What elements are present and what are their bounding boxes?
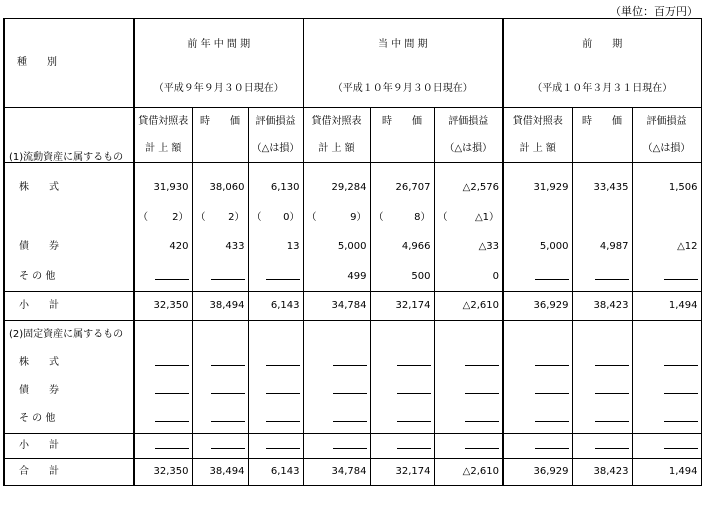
row-stock-cell: 26,707 xyxy=(370,172,434,204)
row-other-cell xyxy=(572,263,632,292)
row-bond xyxy=(4,231,701,263)
paren-cell xyxy=(248,204,303,231)
paren-cell xyxy=(434,204,503,231)
row-subtotal xyxy=(4,292,701,321)
row-stock-cell: 6,130 xyxy=(248,172,303,204)
row-fixed-other-cell xyxy=(632,405,701,434)
col-gain-loss-2: 評価損益 xyxy=(434,108,503,136)
section-fixed-cell xyxy=(134,321,192,350)
col-market-value-1: 時 価 xyxy=(192,108,248,136)
row-fixed-stock-cell xyxy=(503,349,572,377)
section-current-cell xyxy=(572,144,632,172)
dash-mark xyxy=(397,359,431,366)
col-gain-loss-1: 評価損益 xyxy=(248,108,303,136)
row-subtotal-cell: 38,494 xyxy=(192,292,248,321)
row-total xyxy=(4,459,701,486)
row-other-cell xyxy=(632,263,701,292)
section-fixed-cell xyxy=(503,321,572,350)
row-total-cell: 36,929 xyxy=(503,459,572,486)
row-fixed-other-cell xyxy=(572,405,632,434)
row-stock-cell: 31,930 xyxy=(134,172,192,204)
section-fixed-cell xyxy=(632,321,701,350)
row-fixed-other-cell xyxy=(503,405,572,434)
row-fixed-subtotal-cell xyxy=(134,434,192,459)
row-bond-cell: 4,987 xyxy=(572,231,632,263)
row-stock-cell: 1,506 xyxy=(632,172,701,204)
row-total-cell: 32,174 xyxy=(370,459,434,486)
dash-mark xyxy=(397,442,431,449)
section-current-label: (1)流動資産に属するもの xyxy=(4,144,134,172)
dash-mark xyxy=(266,359,300,366)
row-subtotal-cell: 36,929 xyxy=(503,292,572,321)
row-fixed-stock-cell xyxy=(303,349,370,377)
section-fixed xyxy=(4,321,701,350)
row-fixed-other-cell xyxy=(370,405,434,434)
row-fixed-subtotal-cell xyxy=(503,434,572,459)
row-fixed-subtotal-cell xyxy=(248,434,303,459)
col-book-value-3: 貸借対照表 xyxy=(512,115,563,127)
unit-label: （単位：百万円） xyxy=(610,5,698,18)
col-book-value-1: 貸借対照表 xyxy=(134,108,192,136)
row-other-cell: 500 xyxy=(370,263,434,292)
section-current xyxy=(4,144,701,172)
row-fixed-other-cell xyxy=(248,405,303,434)
row-bond-label: 債 券 xyxy=(4,231,134,263)
row-fixed-bond-cell xyxy=(632,377,701,405)
row-fixed-subtotal-cell xyxy=(303,434,370,459)
row-fixed-bond-cell xyxy=(303,377,370,405)
row-fixed-bond-cell xyxy=(134,377,192,405)
paren-open: （ xyxy=(437,211,448,223)
row-other-cell: 0 xyxy=(434,263,503,292)
row-total-cell: 34,784 xyxy=(303,459,370,486)
section-current-cell xyxy=(632,144,701,172)
section-current-cell xyxy=(192,144,248,172)
row-subtotal-cell: 32,350 xyxy=(134,292,192,321)
row-bond-cell: 13 xyxy=(248,231,303,263)
dash-mark xyxy=(211,273,245,280)
row-stock-cell: 33,435 xyxy=(572,172,632,204)
row-total-cell: 6,143 xyxy=(248,459,303,486)
dash-mark xyxy=(595,442,629,449)
col-market-value-3: 時 価 xyxy=(572,108,632,136)
paren-value: 0） xyxy=(283,211,300,223)
section-fixed-cell xyxy=(370,321,434,350)
row-fixed-stock-cell xyxy=(192,349,248,377)
securities-body xyxy=(3,144,702,486)
row-fixed-other xyxy=(4,405,701,434)
dash-mark xyxy=(266,387,300,394)
row-fixed-stock-label: 株 式 xyxy=(4,349,134,377)
row-fixed-bond-cell xyxy=(192,377,248,405)
col-book-value-2b: 計 上 額 xyxy=(303,135,370,163)
row-bond-cell: △12 xyxy=(632,231,701,263)
section-fixed-label: (2)固定資産に属するもの xyxy=(4,321,134,350)
paren-value: 2） xyxy=(228,211,245,223)
dash-mark xyxy=(333,415,367,422)
dash-mark xyxy=(155,359,189,366)
row-stock xyxy=(4,172,701,204)
row-bond-cell: 5,000 xyxy=(303,231,370,263)
period-prev-year-date: （平成１０年３月３１日現在） xyxy=(503,71,701,107)
section-current-cell xyxy=(370,144,434,172)
paren-open: （ xyxy=(195,211,206,223)
row-other-label: そ の 他 xyxy=(4,263,134,292)
dash-mark xyxy=(211,415,245,422)
dash-mark xyxy=(155,442,189,449)
dash-mark xyxy=(535,359,569,366)
paren-value: 8） xyxy=(414,211,431,223)
section-current-cell xyxy=(248,144,303,172)
row-fixed-subtotal-label: 小 計 xyxy=(4,434,134,459)
row-stock-cell: 31,929 xyxy=(533,182,569,193)
col-gain-loss-1b: （△は損） xyxy=(248,135,303,163)
dash-mark xyxy=(333,442,367,449)
dash-mark xyxy=(535,273,569,280)
period-prev-interim: 前 年 中 間 期 xyxy=(134,19,303,72)
dash-mark xyxy=(397,415,431,422)
paren-value: △1） xyxy=(474,211,499,223)
paren-cell xyxy=(192,204,248,231)
col-gain-loss-2b: （△は損） xyxy=(434,135,503,163)
dash-mark xyxy=(595,273,629,280)
row-fixed-stock-cell xyxy=(632,349,701,377)
row-fixed-bond-cell xyxy=(434,377,503,405)
dash-mark xyxy=(266,415,300,422)
row-fixed-other-cell xyxy=(434,405,503,434)
section-current-cell xyxy=(434,144,503,172)
row-subtotal-label: 小 計 xyxy=(4,292,134,321)
row-bond-cell: 5,000 xyxy=(539,241,569,252)
dash-mark xyxy=(465,415,499,422)
row-total-cell: 32,350 xyxy=(134,459,192,486)
row-fixed-subtotal-cell xyxy=(370,434,434,459)
dash-mark xyxy=(465,387,499,394)
row-fixed-stock-cell xyxy=(370,349,434,377)
period-current-interim: 当 中 間 期 xyxy=(303,19,503,72)
row-stock-cell: 29,284 xyxy=(303,172,370,204)
row-fixed-subtotal-cell xyxy=(572,434,632,459)
row-subtotal-cell: 1,494 xyxy=(632,292,701,321)
row-stock-label: 株 式 xyxy=(4,172,134,204)
row-fixed-subtotal-cell xyxy=(632,434,701,459)
dash-mark xyxy=(155,387,189,394)
row-fixed-bond-cell xyxy=(248,377,303,405)
dash-mark xyxy=(664,273,698,280)
row-fixed-subtotal-cell xyxy=(434,434,503,459)
dash-mark xyxy=(465,442,499,449)
header-category: 種 別 xyxy=(4,19,134,108)
dash-mark xyxy=(664,359,698,366)
row-subtotal-cell: △2,610 xyxy=(434,292,503,321)
period-current-interim-date: （平成１０年９月３０日現在） xyxy=(303,71,503,107)
row-fixed-bond-cell xyxy=(503,377,572,405)
row-subtotal-cell: 6,143 xyxy=(248,292,303,321)
row-total-label: 合 計 xyxy=(4,459,134,486)
row-total-cell: 38,423 xyxy=(572,459,632,486)
dash-mark xyxy=(211,442,245,449)
row-stock-cell: △2,576 xyxy=(434,172,503,204)
paren-value: 2） xyxy=(172,211,189,223)
period-prev-interim-date: （平成９年９月３０日現在） xyxy=(134,71,303,107)
row-fixed-bond-label: 債 券 xyxy=(4,377,134,405)
col-market-value-2: 時 価 xyxy=(370,108,434,136)
paren-cell xyxy=(632,204,701,231)
row-fixed-other-label: そ の 他 xyxy=(4,405,134,434)
dash-mark xyxy=(535,442,569,449)
col-book-value-2: 貸借対照表 xyxy=(303,108,370,136)
section-fixed-cell xyxy=(248,321,303,350)
row-fixed-subtotal xyxy=(4,434,701,459)
dash-mark xyxy=(595,359,629,366)
paren-cell xyxy=(370,204,434,231)
dash-mark xyxy=(211,359,245,366)
paren-open: （ xyxy=(251,211,262,223)
row-fixed-bond xyxy=(4,377,701,405)
section-current-cell xyxy=(303,144,370,172)
row-fixed-stock-cell xyxy=(572,349,632,377)
row-fixed-bond-cell xyxy=(370,377,434,405)
row-other-cell: 499 xyxy=(303,263,370,292)
paren-value: 9） xyxy=(350,211,367,223)
col-gain-loss-3: 評価損益 xyxy=(632,108,701,136)
dash-mark xyxy=(333,359,367,366)
row-fixed-subtotal-cell xyxy=(192,434,248,459)
dash-mark xyxy=(664,442,698,449)
row-other-cell xyxy=(503,263,572,292)
period-prev-year: 前 期 xyxy=(503,19,701,72)
securities-table xyxy=(3,18,702,163)
paren-open: （ xyxy=(373,211,384,223)
row-fixed-stock-cell xyxy=(434,349,503,377)
row-bond-cell: 420 xyxy=(134,231,192,263)
row-bond-cell: 4,966 xyxy=(370,231,434,263)
section-fixed-cell xyxy=(434,321,503,350)
row-fixed-stock-cell xyxy=(248,349,303,377)
dash-mark xyxy=(664,387,698,394)
dash-mark xyxy=(155,273,189,280)
paren-open: （ xyxy=(306,211,317,223)
dash-mark xyxy=(211,387,245,394)
dash-mark xyxy=(535,415,569,422)
row-total-cell: △2,610 xyxy=(434,459,503,486)
row-other-cell xyxy=(134,263,192,292)
section-current-cell xyxy=(134,144,192,172)
col-book-value-1b: 計 上 額 xyxy=(134,135,192,163)
row-subtotal-cell: 34,784 xyxy=(303,292,370,321)
row-stock-cell: 38,060 xyxy=(192,172,248,204)
row-fixed-other-cell xyxy=(134,405,192,434)
section-fixed-cell xyxy=(192,321,248,350)
paren-cell xyxy=(134,204,192,231)
dash-mark xyxy=(333,387,367,394)
row-bond-cell: 433 xyxy=(192,231,248,263)
row-other xyxy=(4,263,701,292)
paren-cell xyxy=(503,204,572,231)
row-stock-paren xyxy=(4,204,701,231)
dash-mark xyxy=(465,359,499,366)
row-fixed-stock xyxy=(4,349,701,377)
col-book-value-3b: 計 上 額 xyxy=(503,135,572,163)
paren-open: （ xyxy=(138,211,148,223)
col-gain-loss-3b: （△は損） xyxy=(632,135,701,163)
dash-mark xyxy=(535,387,569,394)
row-fixed-bond-cell xyxy=(572,377,632,405)
row-other-cell xyxy=(192,263,248,292)
row-subtotal-cell: 38,423 xyxy=(572,292,632,321)
row-total-cell: 1,494 xyxy=(632,459,701,486)
row-fixed-stock-cell xyxy=(134,349,192,377)
paren-cell xyxy=(303,204,370,231)
row-subtotal-cell: 32,174 xyxy=(370,292,434,321)
row-fixed-other-cell xyxy=(192,405,248,434)
row-fixed-other-cell xyxy=(303,405,370,434)
section-fixed-cell xyxy=(572,321,632,350)
dash-mark xyxy=(266,273,300,280)
section-fixed-cell xyxy=(303,321,370,350)
row-stock-paren-label xyxy=(4,204,134,231)
section-current-cell xyxy=(503,144,572,172)
dash-mark xyxy=(595,387,629,394)
paren-cell xyxy=(572,204,632,231)
row-bond-cell: △33 xyxy=(434,231,503,263)
dash-mark xyxy=(595,415,629,422)
dash-mark xyxy=(266,442,300,449)
row-total-cell: 38,494 xyxy=(192,459,248,486)
dash-mark xyxy=(664,415,698,422)
row-other-cell xyxy=(248,263,303,292)
dash-mark xyxy=(155,415,189,422)
dash-mark xyxy=(397,387,431,394)
